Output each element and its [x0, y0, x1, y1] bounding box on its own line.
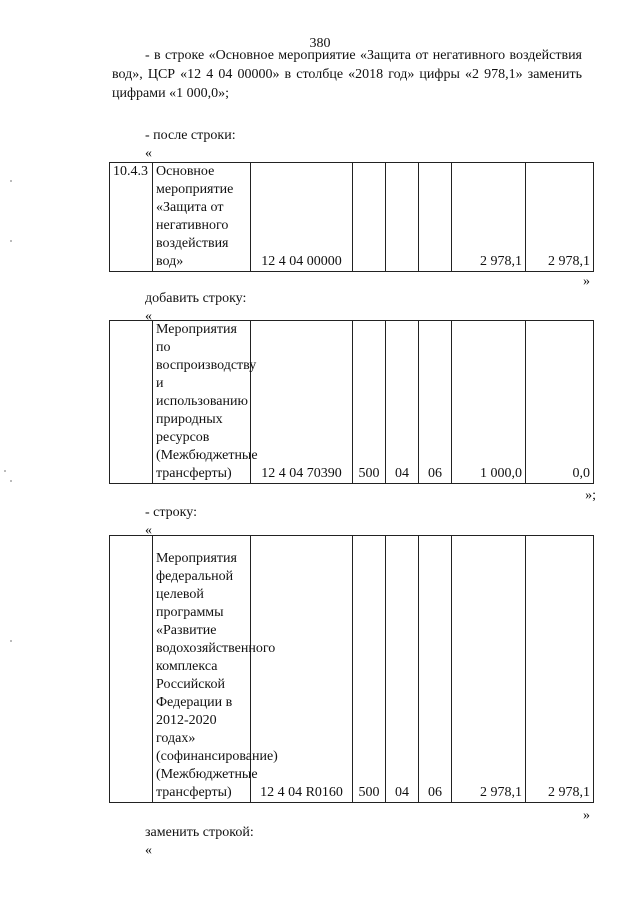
page-number: 380	[309, 36, 331, 51]
cell-year-1: 2 978,1	[452, 536, 526, 803]
table-current-row	[109, 535, 594, 803]
cell-name: Мероприятия федеральной целевой программы «Развитие водохозяйственного комплекса Российской Федерации в 2012-2020 годах» (софинансирование) (Межбюджетные трансферты)	[153, 536, 251, 803]
cell-year-2: 2 978,1	[526, 163, 594, 272]
cell-num: 10.4.3	[110, 163, 153, 272]
cell-pr	[419, 163, 452, 272]
cell-pr: 06	[419, 321, 452, 484]
close-quote-1: »	[583, 274, 590, 289]
open-quote-4: «	[145, 843, 152, 858]
cell-year-2: 0,0	[526, 321, 594, 484]
scan-speck	[4, 470, 6, 472]
cell-rz	[386, 163, 419, 272]
cell-pr: 06	[419, 536, 452, 803]
cell-rz: 04	[386, 536, 419, 803]
close-quote-3: »	[583, 808, 590, 823]
cell-year-2: 2 978,1	[526, 536, 594, 803]
intro-paragraph: - в строке «Основное мероприятие «Защита от негативного воздействия вод», ЦСР «12 4 04 00000» в столбце «2018 год» цифры «2 978,1» заменить цифрами «1 000,0»;	[112, 48, 582, 101]
table-row	[110, 163, 594, 272]
table-added-row	[109, 320, 594, 484]
table-row	[110, 536, 594, 803]
close-quote-2: »;	[585, 488, 596, 503]
cell-name: Основное мероприятие «Защита от негативного воздействия вод»	[153, 163, 251, 272]
cell-rz: 04	[386, 321, 419, 484]
open-quote-1: «	[145, 146, 152, 161]
cell-vr: 500	[353, 536, 386, 803]
add-row-label: добавить строку:	[145, 291, 247, 306]
cell-vr	[353, 163, 386, 272]
after-row-label: - после строки:	[145, 128, 236, 143]
row-label: - строку:	[145, 505, 197, 520]
cell-year-1: 1 000,0	[452, 321, 526, 484]
replace-label: заменить строкой:	[145, 825, 254, 840]
cell-csr: 12 4 04 00000	[251, 163, 353, 272]
cell-year-1: 2 978,1	[452, 163, 526, 272]
open-quote-3: «	[145, 523, 152, 538]
table-row	[110, 321, 594, 484]
scan-speck	[10, 640, 12, 642]
scan-speck	[10, 240, 12, 242]
cell-num	[110, 321, 153, 484]
cell-num	[110, 536, 153, 803]
scan-speck	[10, 480, 12, 482]
cell-name: Мероприятия по воспроизводству и использованию природных ресурсов (Межбюджетные трансферты)	[153, 321, 251, 484]
cell-csr: 12 4 04 70390	[251, 321, 353, 484]
cell-vr: 500	[353, 321, 386, 484]
cell-csr: 12 4 04 R0160	[251, 536, 353, 803]
scan-speck	[10, 180, 12, 182]
open-quote-2: «	[145, 309, 152, 324]
table-old-row	[109, 162, 594, 272]
